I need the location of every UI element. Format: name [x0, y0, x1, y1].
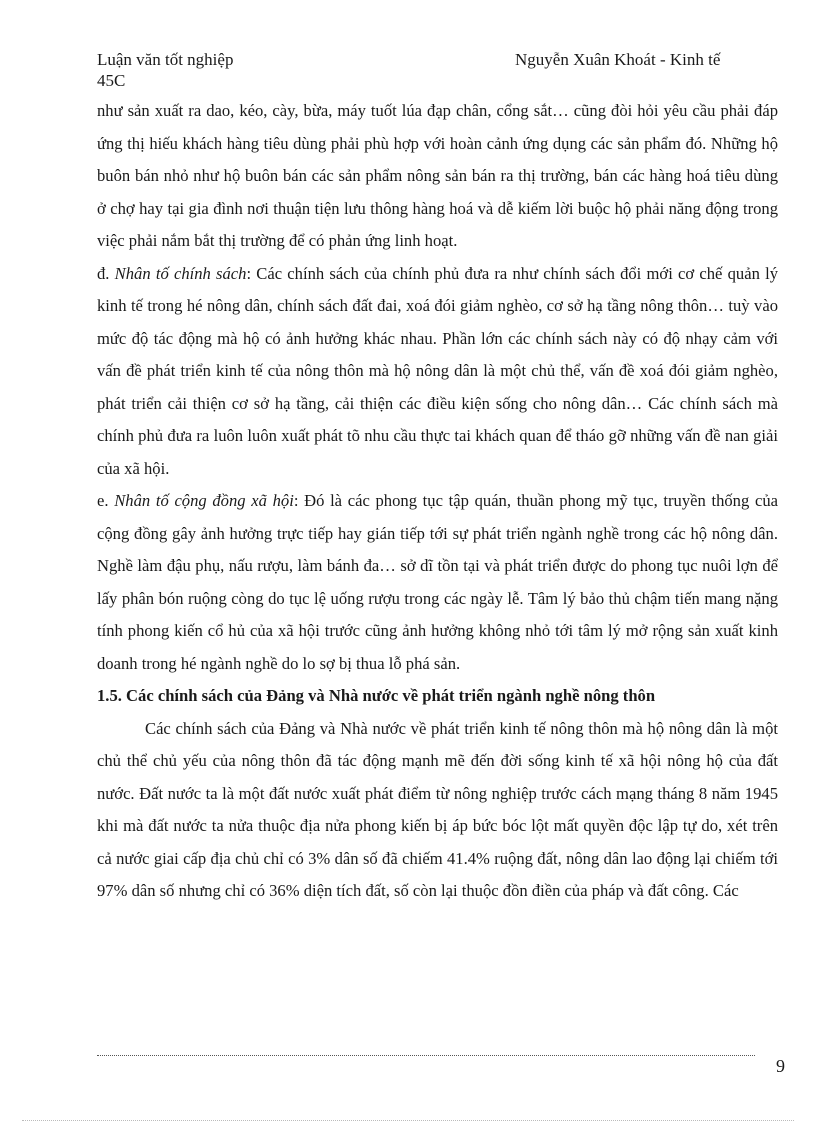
page-number: 9	[776, 1056, 785, 1076]
header-author: Nguyễn Xuân Khoát - Kinh tế	[515, 50, 721, 69]
page-header	[97, 50, 757, 90]
policy-factor-term: Nhân tố chính sách	[114, 263, 247, 283]
policy-factor-text: : Các chính sách của chính phủ đưa ra như chính sách đổi mới cơ chế quản lý kinh tế trong hé nông dân, chính sách đất đai, xoá đói giảm nghèo, cơ sở hạ tầng nông thôn… tuỳ vào mức độ tác động mà hộ có ảnh hưởng khác nhau. Phần lớn các chính sách này có độ nhạy cảm với vấn đề phát triển kinh tế của nông thôn mà hộ nông dân là một chủ thể, vấn đề xoá đói giảm nghèo, phát triển cải thiện cơ sở hạ tầng, cải thiện các điều kiện sống cho nông dân… Các chính sách mà chính phủ đưa ra luôn luôn xuất phát tõ nhu cầu thực tai khách quan để tháo gỡ những vấn đề nan giải của xã hội.	[97, 263, 778, 478]
paragraph-policy-factor	[97, 258, 778, 486]
item-marker: đ.	[97, 263, 115, 283]
item-marker: e.	[97, 491, 115, 510]
header-thesis-title: Luận văn tốt nghiệp	[97, 50, 234, 69]
footer-divider	[97, 1055, 755, 1056]
page-bottom-border	[22, 1120, 794, 1121]
community-factor-term: Nhân tố cộng đồng xã hội	[114, 491, 294, 510]
paragraph-community-factor	[97, 485, 778, 680]
paragraph-4: Các chính sách của Đảng và Nhà nước về phát triển kinh tế nông thôn mà hộ nông dân là một chủ thể chủ yếu của nông thôn đã tác động mạnh mẽ đến đời sống kinh tế xã hội nông hộ của đất nước. Đất nước ta là một đất nước xuất phát điểm từ nông nghiệp trước cách mạng tháng 8 năm 1945 khi mà đất nước ta nửa thuộc địa nửa phong kiến bị áp bức bóc lột mất quyền độc lập tự do, xét trên cả nước giai cấp địa chủ chỉ có 3% dân số đã chiếm 41.4% ruộng đất, nông dân lao động lại chiếm tới 97% dân số nhưng chỉ có 36% diện tích đất, số còn lại thuộc đồn điền của pháp và đất công. Các	[97, 718, 778, 900]
document-body	[97, 95, 778, 908]
community-factor-text: : Đó là các phong tục tập quán, thuần phong mỹ tục, truyền thống của cộng đồng gây ảnh hưởng trực tiếp hay gián tiếp tới sự phát triển ngành nghề trong các hộ nông dân. Nghề làm đậu phụ, nấu rượu, làm bánh đa… sở dĩ tồn tại và phát triển được do phong tục nuôi lợn để lấy phân bón ruộng còng do tục lệ uống rượu trong các ngày lễ. Tâm lý bảo thủ chậm tiến mang nặng tính phong kiến cổ hủ của xã hội trước cũng ảnh hưởng không nhỏ tới tâm lý mở rộng sản xuất kinh doanh trong hé ngành nghề do lo sợ bị thua lỗ phá sản.	[97, 491, 778, 673]
paragraph-1: như sản xuất ra dao, kéo, cày, bừa, máy tuốt lúa đạp chân, cổng sắt… cũng đòi hỏi yêu cầu phải đáp ứng thị hiếu khách hàng tiêu dùng phải phù hợp với hoàn cảnh ứng dụng các sản phẩm đó. Những hộ buôn bán nhỏ như hộ buôn bán các sản phẩm nông sản bán ra thị trường, bán các hàng hoá tiêu dùng ở chợ hay tại gia đình nơi thuận tiện lưu thông hàng hoá và dễ kiếm lời buộc hộ phải năng động trong việc phải nắm bắt thị trường để có phản ứng linh hoạt.	[97, 101, 778, 250]
section-heading: 1.5. Các chính sách của Đảng và Nhà nước về phát triển ngành nghề nông thôn	[97, 686, 656, 705]
header-author-class: 45C	[97, 71, 126, 90]
